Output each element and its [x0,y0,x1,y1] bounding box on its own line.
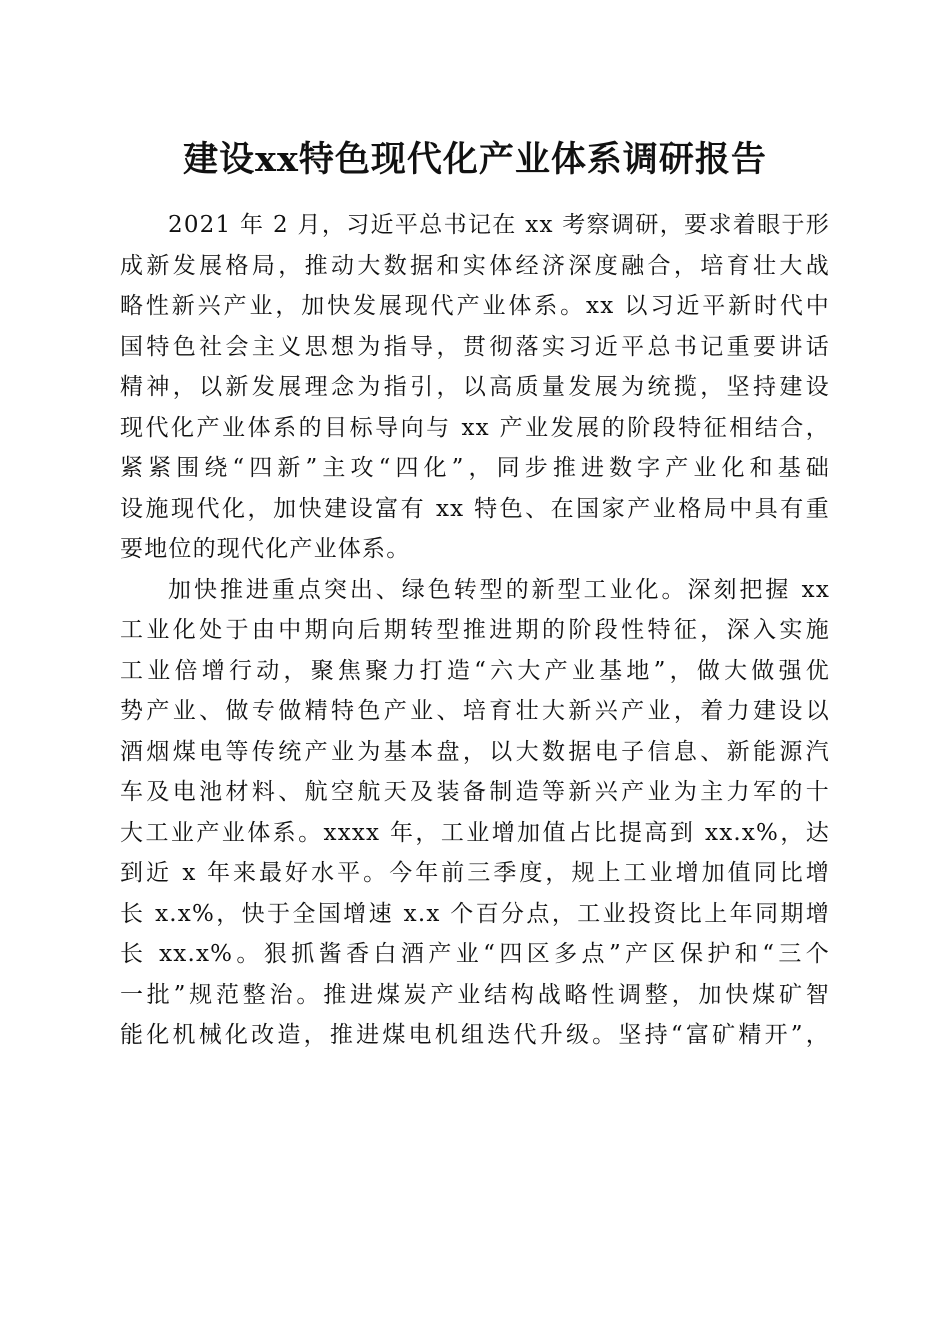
paragraph-line: 国特色社会主义思想为指导，贯彻落实习近平总书记重要讲话 [120,333,830,360]
paragraph-line: 酒烟煤电等传统产业为基本盘，以大数据电子信息、新能源汽 [120,738,830,765]
document-title: 建设xx特色现代化产业体系调研报告 [183,139,767,180]
paragraph-line: 工业化处于由中期向后期转型推进期的阶段性特征，深入实施 [120,617,830,643]
paragraph-line: 略性新兴产业，加快发展现代产业体系。xx 以习近平新时代中 [120,293,830,319]
paragraph-line: 工业倍增行动，聚焦聚力打造“六大产业基地”，做大做强优 [120,657,830,684]
paragraph-line: 车及电池材料、航空航天及装备制造等新兴产业为主力军的十 [120,779,830,805]
paragraph-line: 大工业产业体系。xxxx 年，工业增加值占比提高到 xx.x%，达 [120,819,830,846]
paragraph-line: 要地位的现代化产业体系。 [120,536,411,562]
paragraph-2 [120,570,830,1056]
paragraph-line: 长 x.x%，快于全国增速 x.x 个百分点，工业投资比上年同期增 [120,900,830,927]
paragraph-line: 成新发展格局，推动大数据和实体经济深度融合，培育壮大战 [120,252,830,279]
paragraph-line: 2021 年 2 月，习近平总书记在 xx 考察调研，要求着眼于形 [168,212,830,238]
paragraph-line: 势产业、做专做精特色产业、培育壮大新兴产业，着力建设以 [120,698,830,724]
paragraph-line: 到近 x 年来最好水平。今年前三季度，规上工业增加值同比增 [120,860,830,886]
paragraph-line: 能化机械化改造，推进煤电机组迭代升级。坚持“富矿精开”， [120,1022,830,1048]
paragraph-line: 紧紧围绕“四新”主攻“四化”，同步推进数字产业化和基础 [120,455,830,481]
paragraph-line: 加快推进重点突出、绿色转型的新型工业化。深刻把握 xx [168,576,830,603]
document-body [120,205,830,1056]
paragraph-line: 长 xx.x%。狠抓酱香白酒产业“四区多点”产区保护和“三个 [120,941,830,967]
paragraph-1 [120,205,830,570]
paragraph-line: 一批”规范整治。推进煤炭产业结构战略性调整，加快煤矿智 [120,981,830,1008]
paragraph-line: 现代化产业体系的目标导向与 xx 产业发展的阶段特征相结合， [120,414,830,441]
paragraph-line: 设施现代化，加快建设富有 xx 特色、在国家产业格局中具有重 [120,495,830,522]
paragraph-line: 精神，以新发展理念为指引，以高质量发展为统揽，坚持建设 [120,374,830,400]
